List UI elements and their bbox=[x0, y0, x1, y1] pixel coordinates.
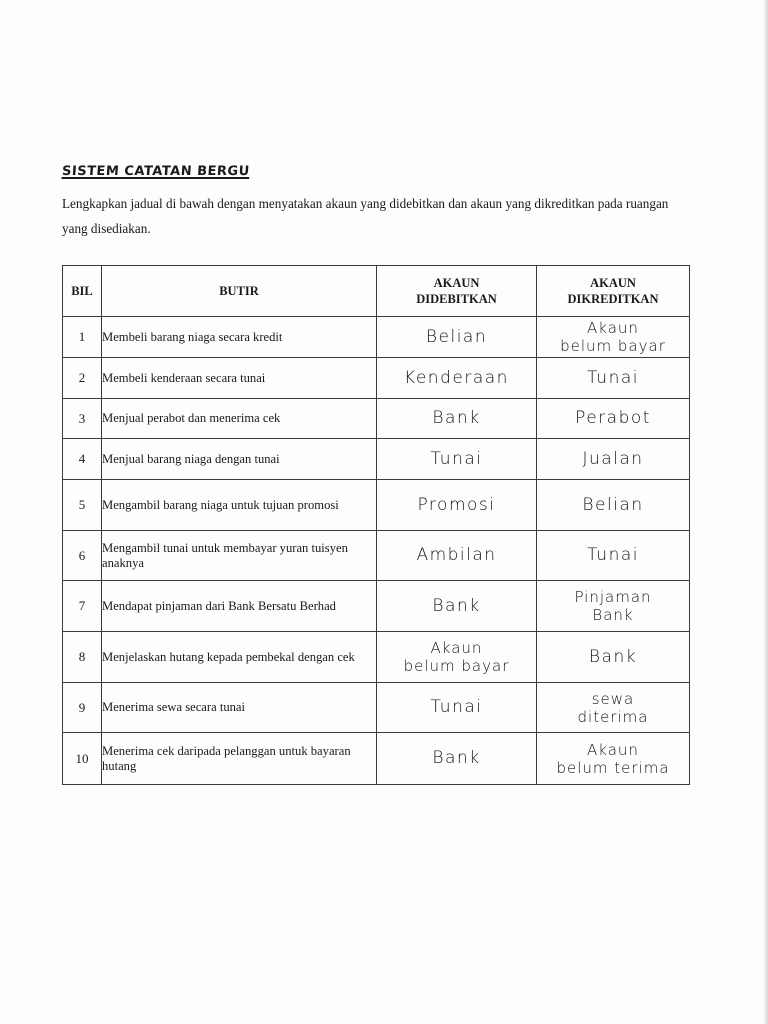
answer-akaun-dikreditkan bbox=[537, 581, 690, 632]
handwritten-line: Tunai bbox=[430, 448, 483, 469]
journal-table bbox=[62, 265, 690, 785]
header-butir: BUTIR bbox=[102, 266, 377, 317]
handwritten-line: Bank bbox=[432, 748, 481, 768]
handwritten-line: Tunai bbox=[430, 697, 483, 717]
answer-akaun-dikreditkan bbox=[537, 399, 690, 439]
handwritten-line: Bank bbox=[432, 408, 481, 428]
handwritten-line: Tunai bbox=[587, 545, 639, 565]
handwritten-line: belum bayar bbox=[403, 657, 510, 675]
row-butir: Menjelaskan hutang kepada pembekal dengan cek bbox=[102, 632, 377, 683]
row-butir: Menjual perabot dan menerima cek bbox=[102, 399, 377, 439]
answer-akaun-dikreditkan bbox=[537, 733, 690, 785]
table-header-row bbox=[63, 266, 690, 317]
handwritten-line: Perabot bbox=[575, 408, 651, 428]
handwritten-line: Kenderaan bbox=[404, 367, 509, 388]
handwritten-line: Belian bbox=[425, 326, 488, 347]
row-butir: Menerima cek daripada pelanggan untuk bayaran hutang bbox=[102, 733, 377, 785]
row-number: 9 bbox=[63, 683, 102, 733]
table-row bbox=[63, 531, 690, 581]
row-number: 2 bbox=[63, 358, 102, 399]
row-number: 5 bbox=[63, 480, 102, 531]
row-number: 10 bbox=[63, 733, 102, 785]
answer-akaun-dikreditkan bbox=[537, 683, 690, 733]
header-debit-line1: AKAUN bbox=[433, 276, 480, 290]
table-row bbox=[63, 581, 690, 632]
answer-akaun-dikreditkan bbox=[537, 632, 690, 683]
row-number: 7 bbox=[63, 581, 102, 632]
handwritten-line: Akaun bbox=[587, 319, 639, 337]
answer-akaun-didebitkan bbox=[377, 733, 537, 785]
handwritten-line: Akaun bbox=[587, 740, 639, 759]
table-row bbox=[63, 683, 690, 733]
table-row bbox=[63, 480, 690, 531]
handwritten-line: belum bayar bbox=[560, 337, 666, 355]
handwritten-line: Belian bbox=[582, 494, 644, 515]
page-edge-shadow bbox=[764, 0, 768, 1024]
table-body bbox=[63, 317, 690, 785]
row-number: 6 bbox=[63, 531, 102, 581]
row-butir: Menjual barang niaga dengan tunai bbox=[102, 439, 377, 480]
answer-akaun-didebitkan bbox=[377, 399, 537, 439]
answer-akaun-dikreditkan bbox=[537, 439, 690, 480]
row-number: 8 bbox=[63, 632, 102, 683]
table-row bbox=[63, 632, 690, 683]
table-row bbox=[63, 399, 690, 439]
row-butir: Mengambil tunai untuk membayar yuran tuisyen anaknya bbox=[102, 531, 377, 581]
answer-akaun-didebitkan bbox=[377, 317, 537, 358]
handwritten-line: Promosi bbox=[417, 494, 496, 515]
answer-akaun-dikreditkan bbox=[537, 480, 690, 531]
answer-akaun-didebitkan bbox=[377, 683, 537, 733]
handwritten-line: Bank bbox=[432, 595, 481, 616]
worksheet-title: SISTEM CATATAN BERGU bbox=[61, 164, 251, 179]
handwritten-line: Ambilan bbox=[416, 545, 497, 565]
handwritten-line: sewa bbox=[591, 689, 635, 708]
row-number: 1 bbox=[63, 317, 102, 358]
answer-akaun-didebitkan bbox=[377, 632, 537, 683]
handwritten-line: Jualan bbox=[582, 448, 644, 469]
row-butir: Mengambil barang niaga untuk tujuan promosi bbox=[102, 480, 377, 531]
row-number: 4 bbox=[63, 439, 102, 480]
handwritten-line: Pinjaman bbox=[574, 588, 652, 606]
row-number: 3 bbox=[63, 399, 102, 439]
row-butir: Menerima sewa secara tunai bbox=[102, 683, 377, 733]
handwritten-line: Akaun bbox=[430, 639, 483, 657]
answer-akaun-didebitkan bbox=[377, 480, 537, 531]
answer-akaun-didebitkan bbox=[377, 531, 537, 581]
handwritten-line: Tunai bbox=[587, 367, 639, 388]
answer-akaun-didebitkan bbox=[377, 581, 537, 632]
instruction-text: Lengkapkan jadual di bawah dengan menyatakan akaun yang didebitkan dan akaun yang dikreditkan pada ruangan yang disediakan. bbox=[62, 196, 669, 236]
answer-akaun-dikreditkan bbox=[537, 317, 690, 358]
row-butir: Membeli barang niaga secara kredit bbox=[102, 317, 377, 358]
header-credit-line1: AKAUN bbox=[590, 276, 636, 290]
header-akaun-didebitkan bbox=[377, 266, 537, 317]
handwritten-line: belum terima bbox=[556, 758, 670, 777]
row-butir: Membeli kenderaan secara tunai bbox=[102, 358, 377, 399]
handwritten-line: Bank bbox=[592, 606, 634, 624]
answer-akaun-dikreditkan bbox=[537, 531, 690, 581]
table-row bbox=[63, 439, 690, 480]
answer-akaun-dikreditkan bbox=[537, 358, 690, 399]
table-row bbox=[63, 733, 690, 785]
handwritten-line: diterima bbox=[577, 707, 649, 726]
table-row bbox=[63, 317, 690, 358]
handwritten-line: Bank bbox=[588, 646, 638, 667]
header-akaun-dikreditkan bbox=[537, 266, 690, 317]
header-debit-line2: DIDEBITKAN bbox=[416, 292, 497, 306]
answer-akaun-didebitkan bbox=[377, 358, 537, 399]
header-credit-line2: DIKREDITKAN bbox=[567, 292, 659, 306]
answer-akaun-didebitkan bbox=[377, 439, 537, 480]
table-row bbox=[63, 358, 690, 399]
header-bil: BIL bbox=[63, 266, 102, 317]
row-butir: Mendapat pinjaman dari Bank Bersatu Berhad bbox=[102, 581, 377, 632]
